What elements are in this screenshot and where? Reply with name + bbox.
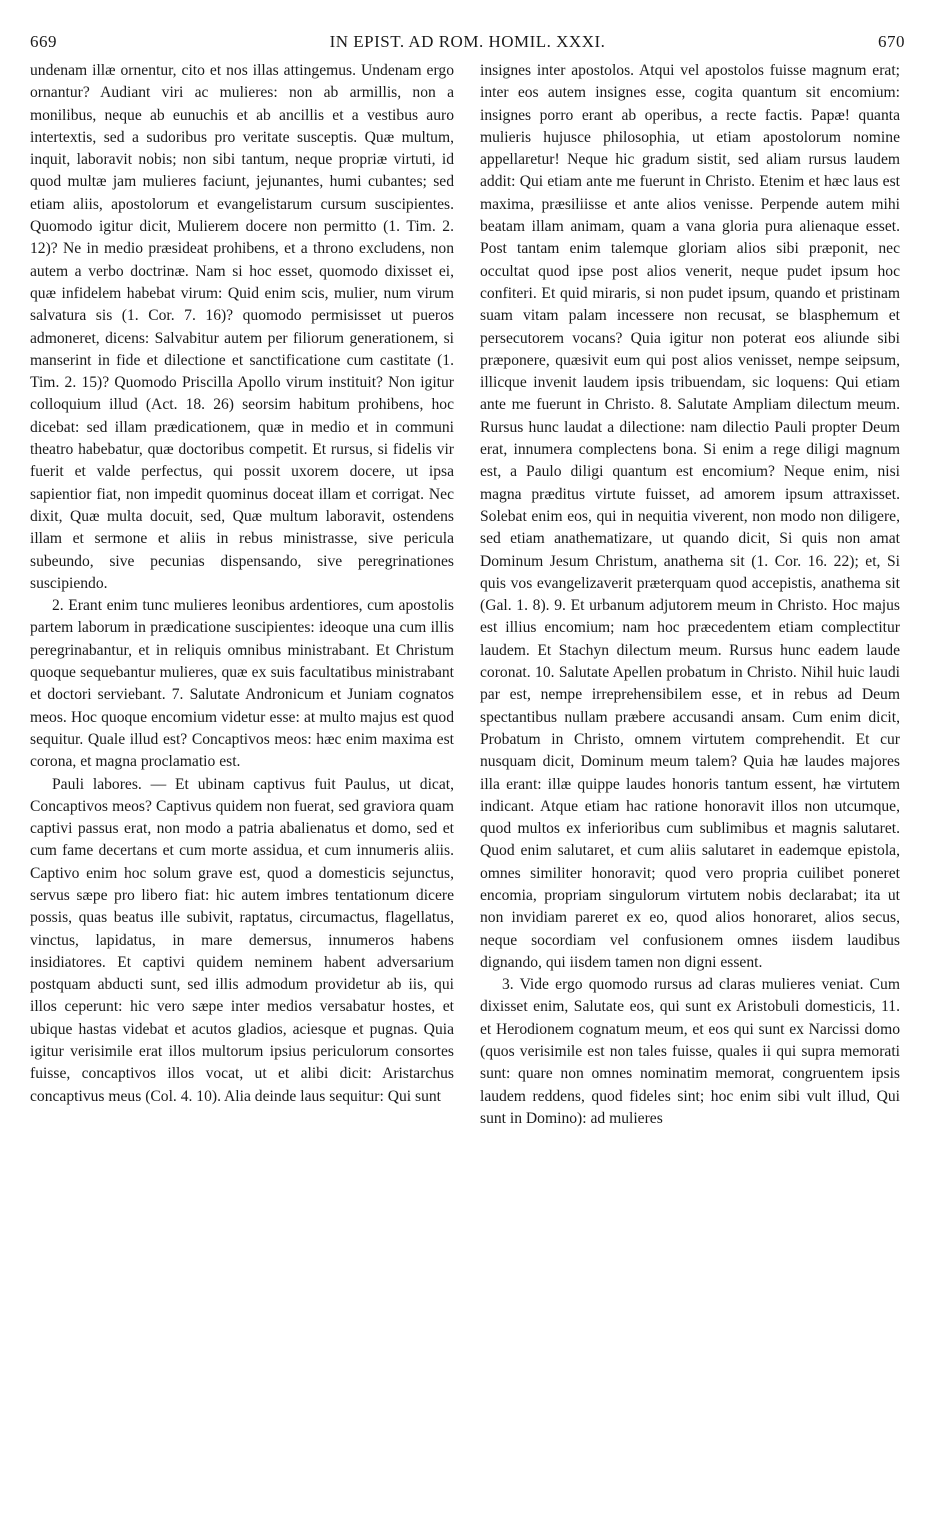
- running-title: IN EPIST. AD ROM. HOMIL. XXXI.: [329, 32, 606, 51]
- page-number-left: 669: [30, 32, 57, 51]
- paragraph: undenam illæ ornentur, cito et nos illas attingemus. Undenam ergo ornantur? Audiant viri ac mulieres: non ab armillis, non a monilibus, neque ab eunuchis et ab ancillis et a vestibus auro intertextis, sed a sudoribus pro veritate susceptis. Quæ multum, inquit, laboravit nobis; non sibi tantum, neque propriæ virtuti, id quod multæ jam mulieres faciunt, jejunantes, humi cubantes; sed etiam aliis, apostolorum et evangelistarum cursum suscipientes. Quomodo igitur dicit, Mulierem docere non permitto (1. Tim. 2. 12)? Ne in medio præsideat prohibens, et a throno excludens, non autem a verbo doctrinæ. Nam si hoc esset, quomodo dixisset ei, quæ infidelem habebat virum: Quid enim scis, mulier, num virum salvatura sis (1. Cor. 7. 16)? quomodo permisisset ut pueros admoneret, dicens: Salvabitur autem per filiorum generationem, si manserint in fide et dilectione et sanctificatione cum castitate (1. Tim. 2. 15)? Quomodo Priscilla Apollo virum instituit? Non igitur colloquium illud (Act. 18. 26) seorsim habitum prohibens, hoc dicebat: sed illam prædicationem, quæ in medio et in communi theatro habebatur, quæ doctoribus competit. Et rursus, si fidelis vir fuerit et valde perfectus, qui possit uxorem docere, ut ipsa sapientior fiat, non impedit quominus doceat illam et corrigat. Nec dixit, Quæ multa docuit, sed, Quæ multum laboravit, ostendens illam et sermone et aliis in rebus ministrasse, sive pericula subeundo, sive pecunias dispensando, sive peregrinationes suscipiendo.: [30, 62, 454, 592]
- paragraph: insignes inter apostolos. Atqui vel apostolos fuisse magnum erat; inter eos autem insignes esse, cogita quantum sit encomium: insignes porro erant ab operibus, a recte factis. Papæ! quanta mulieris hujusce philosophia, ut etiam apostolorum nomine appellaretur! Neque hic gradum sistit, sed aliam rursus laudem addit: Qui etiam ante me fuerunt in Christo. Etenim et hæc laus est maxima, præsiliisse et ante alios venisse. Perpende autem mihi beatam illam animam, quam a vana gloria pura alienaque esset. Post tantam enim talemque gloriam alios sibi præponit, nec occultat quod ipse post alios venerit, neque pudet ipsum hoc confiteri. Et quid miraris, si non pudet ipsum, quando et pristinam suam vitam palam incessere non recusat, se blasphemum et persecutorem vocans? Quia igitur non poterat eos aliunde sibi præponere, quæsivit eum qui post alios venisset, nempe seipsum, illicque invenit laudem ipsis tribuendam, sic loquens: Qui etiam ante me fuerunt in Christo. 8. Salutate Ampliam dilectum meum. Rursus hunc laudat a dilectione: nam dilectio Pauli propter Deum erat, innumera complectens bona. Si enim a rege diligi magnum est, a Paulo diligi quantum est encomium? Neque enim, nisi magna præditus virtute fuisset, ad amorem ipsum attraxisset. Solebat enim eos, qui in nequitia viverent, non modo non diligere, sed etiam anathematizare, ut quando dicit, Si quis non amat Dominum Jesum Christum, anathema sit (1. Cor. 16. 22); et, Si quis vos evangelizaverit præterquam quod accepistis, anathema sit (Gal. 1. 8). 9. Et urbanum adjutorem meum in Christo. Hoc majus est illius encomium; nam hoc præcedentem etiam complectitur laudem. Et Stachyn dilectum meum. Rursus hunc eadem laude coronat. 10. Salutate Apellen probatum in Christo. Nihil huic laudi par est, nempe irreprehensibilem esse, et in rebus ad Deum spectantibus nullam præbere accusandi ansam. Cum enim dicit, Probatum in Christo, omnem virtutem comprehendit. Et cur nusquam dicit, Dominum meum talem? Quia hæ laudes majores illa erant: illæ quippe laudes honoris tantum essent, hæ virtutem indicant. Atque etiam hac ratione honoravit illos non utcumque, quod multos ex inferioribus cum sublimibus et magnis salutaret. Quod enim salutaret, et cum aliis salutaret in eademque epistola, omnes similiter honoravit; quod vero propria cuilibet poneret encomia, propriam singulorum virtutem nobis declarabat; ita ut non invidiam pareret ex eo, quod alios honoraret, alios secus, neque socordiam vel confusionem omnes iisdem laudibus dignando, qui iisdem tamen non digni essent.: [480, 62, 900, 971]
- paragraph: Pauli labores. — Et ubinam captivus fuit Paulus, ut dicat, Concaptivos meos? Captivus quidem non fuerat, sed graviora quam captivi passus erat, non modo a patria abalienatus et domo, sed et cum fame decertans et cum morte assidua, et cum innumeris aliis. Captivo enim hoc solum grave est, quod a domesticis sejunctus, servus sæpe pro libero fiat: hic autem imbres tentationum dicere possis, quas beatus ille subivit, raptatus, circumactus, flagellatus, vinctus, lapidatus, in mare demersus, innumeros habens insidiatores. Et captivi quidem neminem habent adversarium postquam abducti sunt, sed illis admodum providetur ab iis, qui illos ceperunt: hic vero sæpe inter medios versabatur hostes, et ubique hastas videbat et acutos gladios, aciesque et pugnas. Quia igitur verisimile erat illos multorum ipsius periculorum consortes fuisse, concaptivos illos vocat, ut et alibi dicit: Aristarchus concaptivus meus (Col. 4. 10). Alia deinde laus sequitur: Qui sunt: [30, 775, 454, 1105]
- right-column: [480, 60, 900, 1130]
- paragraph: 2. Erant enim tunc mulieres leonibus ardentiores, cum apostolis partem laborum in prædicatione suscipientes: ideoque una cum illis peregrinabantur, et in reliquis omnibus ministrabant. Et Christum quoque sequebantur mulieres, quæ ex suis facultatibus ministrabant et doctori serviebant. 7. Salutate Andronicum et Juniam cognatos meos. Hoc quoque encomium videtur esse: at multo majus est quod sequitur. Quale illud est? Concaptivos meos: hæc enim maxima est corona, et magna proclamatio est.: [30, 597, 454, 771]
- left-column: [30, 60, 454, 1108]
- paragraph: 3. Vide ergo quomodo rursus ad claras mulieres veniat. Cum dixisset enim, Salutate eos, qui sunt ex Aristobuli domesticis, 11. et Herodionem cognatum meum, et eos qui sunt ex Narcissi domo (quos verisimile est non tales fuisse, quales ii qui supra memorati sunt: quare non omnes nominatim memorat, congruentem ipsis laudem reddens, quod fideles sint; hoc enim sibi vult illud, Qui sunt in Domino): ad mulieres: [480, 976, 900, 1127]
- page-number-right: 670: [878, 32, 905, 51]
- running-header: [30, 32, 905, 58]
